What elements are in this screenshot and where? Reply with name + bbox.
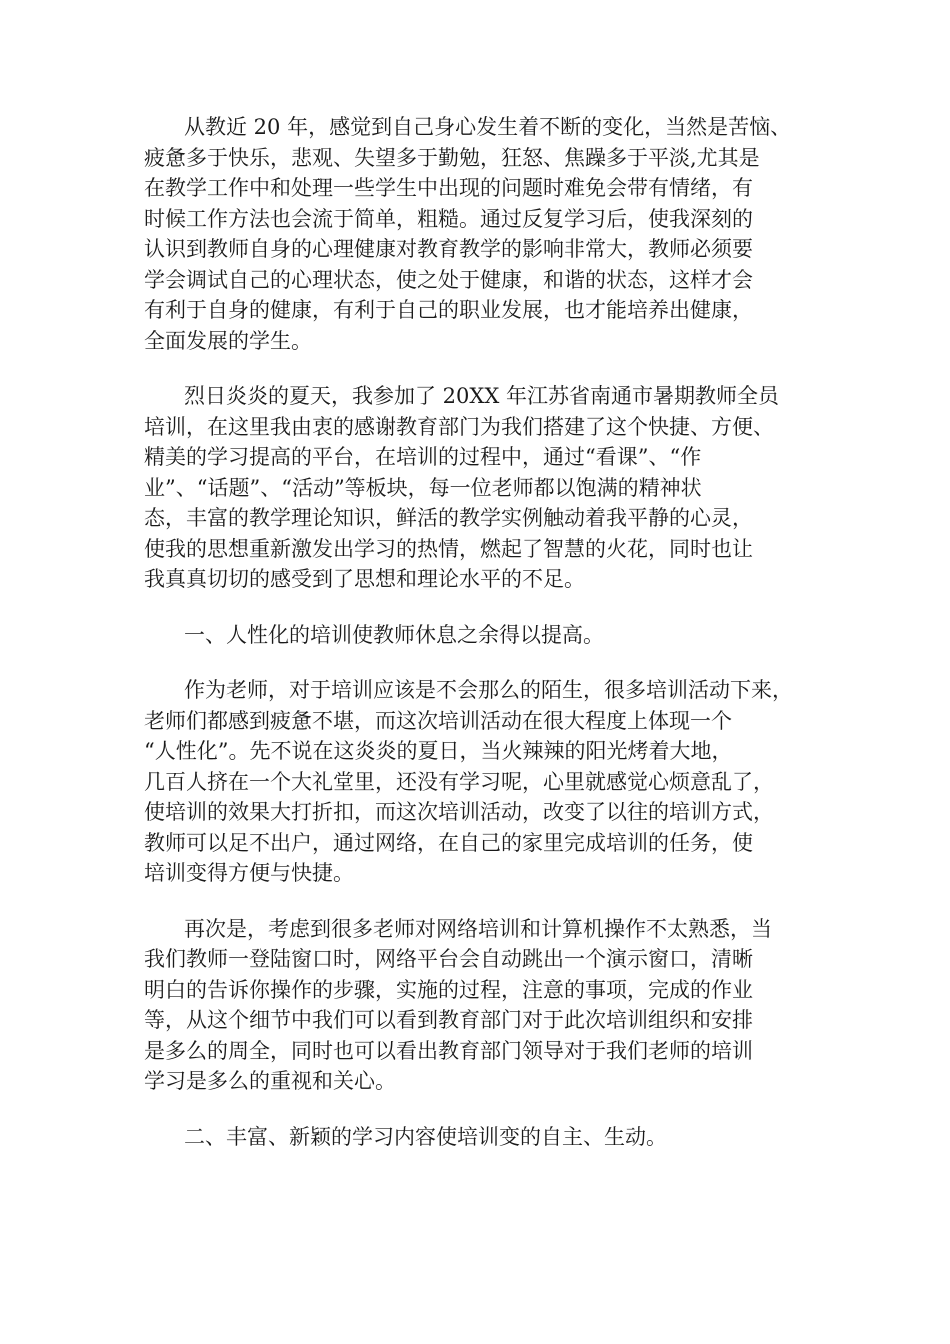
text-line: 有利于自身的健康，有利于自己的职业发展，也才能培养出健康， <box>144 298 753 322</box>
paragraph-2 <box>144 381 834 595</box>
text-line: 是多么的周全，同时也可以看出教育部门领导对于我们老师的培训 <box>144 1038 753 1063</box>
section-heading-1 <box>144 620 834 651</box>
text-line: 疲惫多于快乐，悲观、失望多于勤勉，狂怒、焦躁多于平淡,尤其是 <box>144 145 760 170</box>
paragraph-1 <box>144 112 834 356</box>
paragraph-3 <box>144 675 834 889</box>
text-line: 作为老师，对于培训应该是不会那么的陌生，很多培训活动下来， <box>184 678 793 702</box>
section-heading-2 <box>144 1122 834 1153</box>
text-line: 时候工作方法也会流于简单，粗糙。通过反复学习后，使我深刻的 <box>144 206 753 231</box>
text-line: 使我的思想重新激发出学习的热情，燃起了智慧的火花，同时也让 <box>144 536 753 561</box>
text-line: 烈日炎炎的夏天，我参加了 20XX 年江苏省南通市暑期教师全员 <box>184 384 779 408</box>
text-line: 学会调试自己的心理状态，使之处于健康，和谐的状态，这样才会 <box>144 267 753 292</box>
text-line: 一、人性化的培训使教师休息之余得以提高。 <box>184 622 604 647</box>
text-line: 业”、“话题”、“活动”等板块，每一位老师都以饱满的精神状 <box>144 475 702 500</box>
text-line: 老师们都感到疲惫不堪，而这次培训活动在很大程度上体现一个 <box>144 708 732 733</box>
text-line: 几百人挤在一个大礼堂里，还没有学习呢，心里就感觉心烦意乱了， <box>144 769 774 794</box>
text-line: 全面发展的学生。 <box>144 328 312 353</box>
text-line: 再次是，考虑到很多老师对网络培训和计算机操作不太熟悉，当 <box>184 916 772 941</box>
text-line: 我真真切切的感受到了思想和理论水平的不足。 <box>144 567 585 591</box>
text-line: 我们教师一登陆窗口时，网络平台会自动跳出一个演示窗口，清晰 <box>144 947 753 971</box>
text-line: 明白的告诉你操作的步骤，实施的过程，注意的事项，完成的作业 <box>144 977 753 1002</box>
text-line: 学习是多么的重视和关心。 <box>144 1069 396 1093</box>
text-line: 教师可以足不出户，通过网络，在自己的家里完成培训的任务，使 <box>144 830 753 855</box>
text-line: 等，从这个细节中我们可以看到教育部门对于此次培训组织和安排 <box>144 1008 753 1032</box>
text-line: 培训变得方便与快捷。 <box>144 861 354 885</box>
text-line: 精美的学习提高的平台，在培训的过程中，通过“看课”、“作 <box>144 445 702 469</box>
text-line: 在教学工作中和处理一些学生中出现的问题时难免会带有情绪，有 <box>144 176 753 200</box>
text-line: 使培训的效果大打折扣，而这次培训活动，改变了以往的培训方式， <box>144 800 774 824</box>
document-body <box>144 112 834 1152</box>
paragraph-4 <box>144 914 834 1097</box>
text-line: “人性化”。先不说在这炎炎的夏日，当火辣辣的阳光烤着大地， <box>144 739 733 763</box>
text-line: 从教近 20 年，感觉到自己身心发生着不断的变化，当然是苦恼、 <box>184 115 792 139</box>
text-line: 认识到教师自身的心理健康对教育教学的影响非常大，教师必须要 <box>144 237 753 261</box>
text-line: 培训，在这里我由衷的感谢教育部门为我们搭建了这个快捷、方便、 <box>144 414 774 439</box>
text-line: 态，丰富的教学理论知识，鲜活的教学实例触动着我平静的心灵， <box>144 506 753 530</box>
text-line: 二、丰富、新颖的学习内容使培训变的自主、生动。 <box>184 1124 667 1149</box>
